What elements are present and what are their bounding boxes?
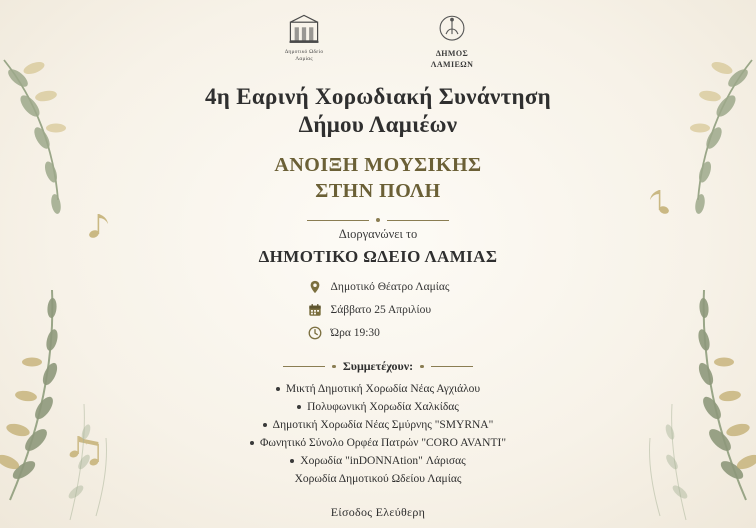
logo-conservatory [256, 12, 352, 64]
admission-note: Είσοδος Ελεύθερη [330, 505, 426, 520]
page-subtitle-line-2: ΣΤΗΝ ΠΟΛΗ [315, 180, 441, 203]
list-item [250, 437, 506, 449]
municipality-emblem-icon [435, 12, 469, 46]
organizer-name: ΔΗΜΟΤΙΚΟ ΩΔΕΙΟ ΛΑΜΙΑΣ [258, 247, 498, 267]
divider-organizer [307, 218, 449, 222]
list-item [263, 419, 494, 431]
logo-conservatory-caption [285, 49, 324, 64]
page-title-line-1: 4η Εαρινή Χορωδιακή Συνάντηση [204, 83, 552, 109]
location-pin-icon [307, 279, 323, 295]
divider-line-left [307, 220, 369, 221]
list-item [276, 383, 480, 395]
list-item [290, 455, 465, 467]
divider-line-left [283, 366, 325, 367]
bullet-icon [297, 405, 301, 409]
logo-caption-line-1: ΔΗΜΟΣ [435, 49, 469, 58]
info-row-date [307, 302, 450, 318]
calendar-icon [307, 302, 323, 318]
bullet-icon [250, 441, 254, 445]
participants-heading [283, 359, 472, 374]
logo-municipality-caption [431, 49, 474, 71]
divider-line-right [431, 366, 473, 367]
participant-label: Χορωδία "inDONNAtion" Λάρισας [300, 455, 466, 468]
participant-label: Φωνητικό Σύνολο Ορφέα Πατρών "CORO AVANTI" [259, 437, 507, 450]
divider-dot-left [332, 365, 336, 369]
divider-line-right [387, 220, 449, 221]
participant-label: Δημοτική Χορωδία Νέας Σμύρνης "SMYRNA" [272, 419, 494, 432]
conservatory-building-icon [287, 12, 321, 46]
logo-row [256, 12, 500, 71]
participants-list [250, 383, 506, 485]
logo-municipality [404, 12, 500, 71]
page-subtitle [274, 152, 481, 204]
page-title [205, 83, 551, 141]
participant-label: Πολυφωνική Χορωδία Χαλκίδας [307, 401, 459, 414]
list-item [297, 401, 459, 413]
bullet-icon [290, 459, 294, 463]
participants-title: Συμμετέχουν: [342, 359, 414, 374]
page-title-line-2: Δήμου Λαμιέων [298, 112, 458, 138]
info-row-time [307, 325, 450, 341]
info-text-time: Ώρα 19:30 [330, 327, 380, 340]
divider-dot [376, 218, 380, 222]
logo-caption-line-2: ΛΑΜΙΕΩΝ [430, 59, 474, 69]
bullet-icon [263, 423, 267, 427]
organizer-label: Διοργανώνει το [338, 227, 418, 242]
logo-caption-line-2: Λαμίας [295, 56, 313, 63]
info-row-venue [307, 279, 450, 295]
logo-caption-line-1: Δημοτικό Ωδείο [284, 49, 324, 55]
divider-dot-right [420, 365, 424, 369]
event-info-list [307, 279, 450, 341]
page-subtitle-line-1: ΑΝΟΙΞΗ ΜΟΥΣΙΚΗΣ [274, 154, 482, 177]
participant-label: Χορωδία Δημοτικού Ωδείου Λαμίας [294, 473, 462, 486]
bullet-icon [276, 387, 280, 391]
clock-icon [307, 325, 323, 341]
info-text-date: Σάββατο 25 Απριλίου [330, 304, 432, 317]
participant-label: Μικτή Δημοτική Χορωδία Νέας Αγχιάλου [285, 383, 481, 396]
list-item [295, 473, 462, 485]
info-text-venue: Δημοτικό Θέατρο Λαμίας [330, 281, 450, 294]
